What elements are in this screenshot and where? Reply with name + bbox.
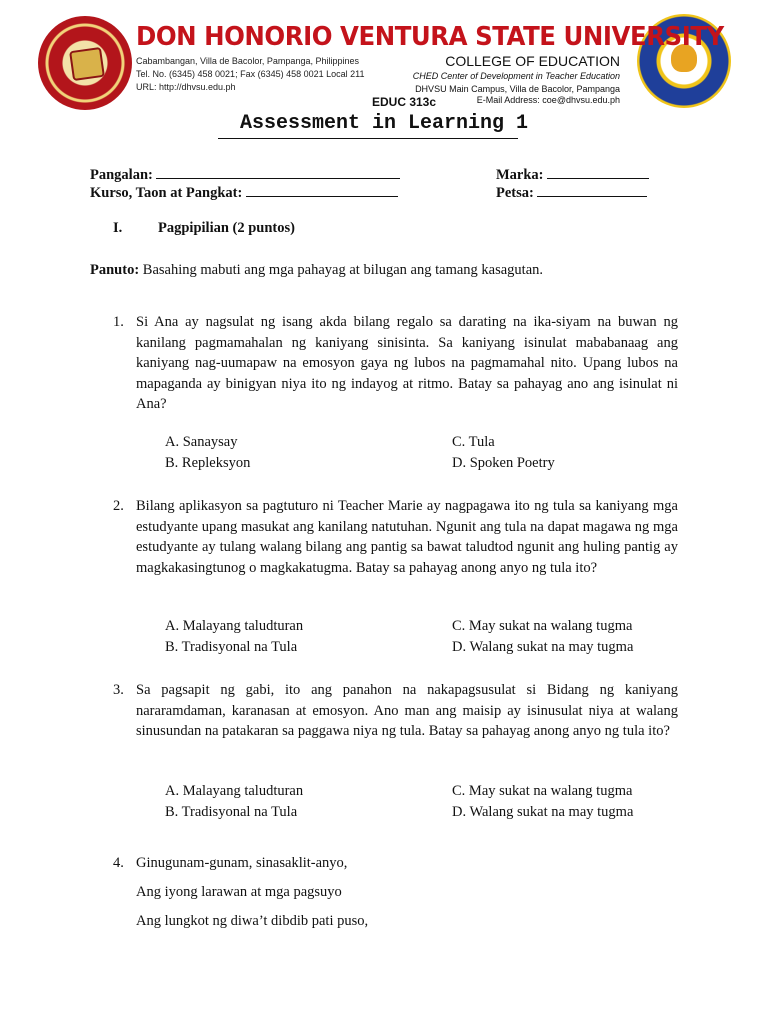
petsa-blank[interactable] <box>537 184 647 197</box>
option-b[interactable]: B. Tradisyonal na Tula <box>165 804 298 820</box>
poem-line: Ang iyong larawan at mga pagsuyo <box>136 884 342 900</box>
instructions-label: Panuto: <box>90 262 140 278</box>
section-title: Pagpipilian (2 puntos) <box>158 220 295 236</box>
question-text: Si Ana ay nagsulat ng isang akda bilang regalo sa darating na ika-siyam na buwan ng kanilang pagmamahalan ng kaniyang sinisinta. Sa kaniyang isinulat mababanaag ang kaniyang nag-uumapaw na emosyon gaya ng lubos na pagmamahal nito. Upang lubos na mapaganda ay binigyan niya ito ng indayog at ritmo. Batay sa pahayag ano ang isinulat ni Ana? <box>136 314 678 413</box>
option-b[interactable]: B. Repleksyon <box>165 455 251 471</box>
option-d[interactable]: D. Spoken Poetry <box>452 455 555 471</box>
marka-label: Marka: <box>496 167 544 183</box>
option-a[interactable]: A. Sanaysay <box>165 434 238 450</box>
kurso-field <box>90 184 398 202</box>
pangalan-label: Pangalan: <box>90 167 153 183</box>
instructions <box>90 260 543 281</box>
question-number: 1. <box>113 314 124 330</box>
campus-line: DHVSU Main Campus, Villa de Bacolor, Pampanga <box>415 84 620 94</box>
option-c[interactable]: C. May sukat na walang tugma <box>452 618 633 634</box>
book-emblem-icon <box>69 47 105 81</box>
petsa-field <box>496 184 647 202</box>
kurso-label: Kurso, Taon at Pangkat: <box>90 185 243 201</box>
document-title: Assessment in Learning 1 <box>239 112 529 135</box>
pangalan-field <box>90 166 400 184</box>
university-seal-logo <box>38 16 132 110</box>
question-number: 3. <box>113 682 124 698</box>
question-4-number: 4. <box>113 855 124 871</box>
address-line: Cabambangan, Villa de Bacolor, Pampanga, Philippines <box>136 56 359 66</box>
email-line: E-Mail Address: coe@dhvsu.edu.ph <box>476 95 620 105</box>
pangalan-blank[interactable] <box>156 166 400 179</box>
poem-line: Ginugunam-gunam, sinasaklit-anyo, <box>136 855 348 871</box>
question-text: Bilang aplikasyon sa pagtuturo ni Teacher Marie ay nagpagawa ito ng tula sa kaniyang mga estudyante upang masukat ang kanilang natutuhan. Ngunit ang tula na dapat magawa ng mga estudyante ay tulang walang bilang ang pantig sa bawat taludtod ngunit ang huling pantig ay magkakasingtunog o magkakatugma. Batay sa pahayag anong anyo ng tula ito? <box>136 498 678 576</box>
question-3 <box>113 680 678 742</box>
marka-blank[interactable] <box>547 166 649 179</box>
option-a[interactable]: A. Malayang taludturan <box>165 783 304 799</box>
title-underline <box>218 138 518 139</box>
marka-field <box>496 166 649 184</box>
ched-line: CHED Center of Development in Teacher Education <box>412 71 620 81</box>
poem-line: Ang lungkot ng diwa’t dibdib pati puso, <box>136 913 369 929</box>
college-name: COLLEGE OF EDUCATION <box>445 53 620 69</box>
option-d[interactable]: D. Walang sukat na may tugma <box>452 639 634 655</box>
question-1 <box>113 312 678 415</box>
option-b[interactable]: B. Tradisyonal na Tula <box>165 639 298 655</box>
petsa-label: Petsa: <box>496 185 534 201</box>
option-d[interactable]: D. Walang sukat na may tugma <box>452 804 634 820</box>
kurso-blank[interactable] <box>246 184 398 197</box>
question-text: Sa pagsapit ng gabi, ito ang panahon na nakapagsusulat si Bidang ng kaniyang nararamdaman, karanasan at emosyon. Ano man ang maisip ay isinusulat niya at walang sinusundan na patakaran sa paggawa niya ng tula. Batay sa pahayag anong anyo ng tula ito? <box>136 682 678 740</box>
url-line: URL: http://dhvsu.edu.ph <box>136 82 236 92</box>
course-code: EDUC 313c <box>372 95 437 109</box>
question-2 <box>113 496 678 578</box>
section-numeral: I. <box>113 220 123 236</box>
option-c[interactable]: C. Tula <box>452 434 495 450</box>
phone-line: Tel. No. (6345) 458 0021; Fax (6345) 458 0021 Local 211 <box>136 69 365 79</box>
instructions-text: Basahing mabuti ang mga pahayag at bilugan ang tamang kasagutan. <box>139 262 544 278</box>
university-name: DON HONORIO VENTURA STATE UNIVERSITY <box>136 22 724 52</box>
option-a[interactable]: A. Malayang taludturan <box>165 618 304 634</box>
option-c[interactable]: C. May sukat na walang tugma <box>452 783 633 799</box>
question-number: 2. <box>113 498 124 514</box>
